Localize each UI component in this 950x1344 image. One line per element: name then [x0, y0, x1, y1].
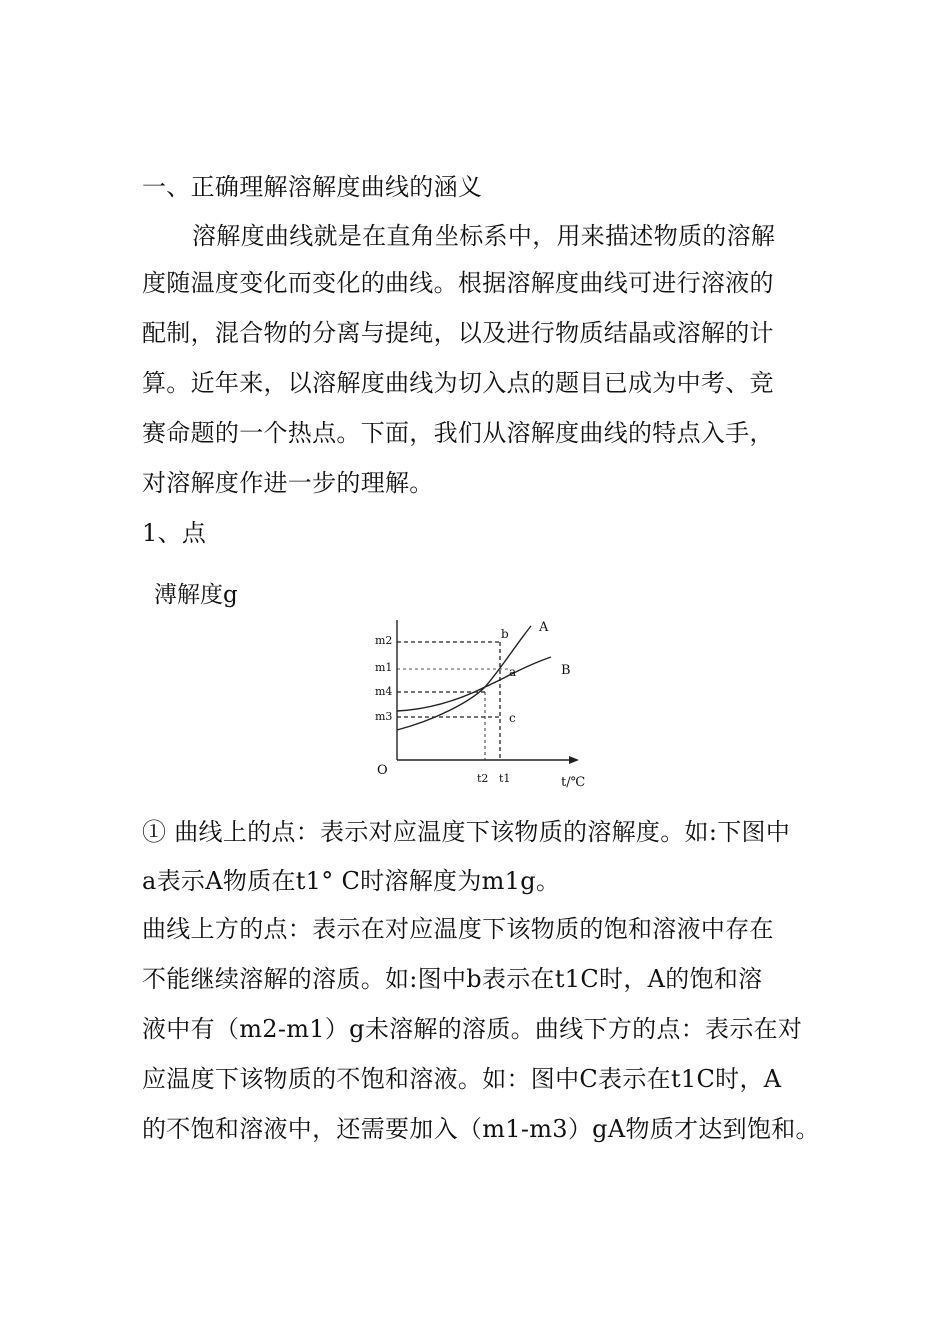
intro-line-5: 赛命题的一个热点。下面，我们从溶解度曲线的特点入手，	[142, 419, 774, 447]
point-label-a: a	[509, 665, 517, 679]
series-label-b: B	[561, 663, 571, 678]
solubility-chart-svg	[365, 612, 595, 797]
intro-line-4: 算。近年来，以溶解度曲线为切入点的题目已成为中考、竞	[142, 369, 774, 397]
curve-b	[397, 657, 551, 711]
section-title: 1、点	[142, 519, 207, 547]
x-tick-t2: t2	[477, 772, 489, 785]
heading: 一、正确理解溶解度曲线的涵义	[142, 173, 483, 201]
intro-line-3: 配制，混合物的分离与提纯，以及进行物质结晶或溶解的计	[142, 319, 774, 347]
series-label-a: A	[539, 620, 549, 635]
explain-line-1: ① 曲线上的点：表示对应温度下该物质的溶解度。如:下图中	[142, 818, 791, 846]
x-axis-arrow	[569, 756, 579, 764]
solubility-chart	[365, 612, 595, 797]
intro-line-1: 溶解度曲线就是在直角坐标系中，用来描述物质的溶解	[192, 222, 776, 250]
intro-line-6: 对溶解度作进一步的理解。	[142, 469, 434, 497]
explain-line-7: 的不饱和溶液中，还需要加入（m1-m3）gA物质才达到饱和。	[142, 1115, 820, 1143]
y-tick-m4: m4	[375, 685, 393, 698]
origin-label: O	[377, 763, 388, 778]
y-tick-m3: m3	[375, 710, 393, 723]
chart-ylabel: 溥解度g	[154, 582, 238, 608]
x-axis-label: t/℃	[561, 775, 586, 790]
x-tick-t1: t1	[499, 772, 511, 785]
explain-line-2: a表示A物质在t1° C时溶解度为m1g。	[142, 867, 561, 895]
point-label-b: b	[501, 627, 509, 641]
explain-line-6: 应温度下该物质的不饱和溶液。如：图中C表示在t1C时，A	[142, 1065, 782, 1093]
y-tick-m2: m2	[375, 634, 393, 647]
intro-line-2: 度随温度变化而变化的曲线。根据溶解度曲线可进行溶液的	[142, 269, 774, 297]
y-tick-m1: m1	[375, 661, 393, 674]
point-label-c: c	[509, 711, 516, 725]
explain-line-5: 液中有（m2-m1）g未溶解的溶质。曲线下方的点：表示在对	[142, 1015, 803, 1043]
explain-line-3: 曲线上方的点：表示在对应温度下该物质的饱和溶液中存在	[142, 915, 774, 943]
explain-line-4: 不能继续溶解的溶质。如:图中b表示在t1C时，A的饱和溶	[142, 965, 763, 993]
